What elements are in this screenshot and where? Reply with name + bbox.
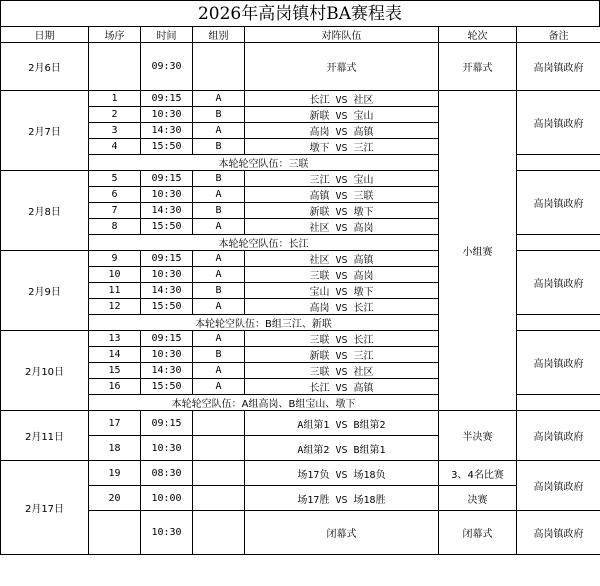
time-cell: 09:15 — [141, 171, 193, 187]
match-no-cell: 17 — [89, 411, 141, 436]
match-no-cell: 2 — [89, 107, 141, 123]
time-cell: 10:00 — [141, 486, 193, 511]
date-cell: 2月8日 — [1, 171, 89, 251]
time-cell: 14:30 — [141, 283, 193, 299]
table-row — [1, 91, 600, 107]
match-no-cell: 10 — [89, 267, 141, 283]
match-no-cell: 7 — [89, 203, 141, 219]
header-group: 组别 — [193, 27, 245, 43]
bye-cell: 本轮轮空队伍：长江 — [89, 235, 439, 251]
match-no-cell: 4 — [89, 139, 141, 155]
header-row — [1, 27, 600, 43]
group-cell: B — [193, 203, 245, 219]
round-cell: 开幕式 — [439, 43, 517, 91]
time-cell: 10:30 — [141, 347, 193, 363]
match-no-cell: 9 — [89, 251, 141, 267]
round-cell: 闭幕式 — [439, 511, 517, 555]
header-matchup: 对阵队伍 — [245, 27, 439, 43]
group-cell: B — [193, 139, 245, 155]
time-cell: 09:30 — [141, 43, 193, 91]
time-cell: 10:30 — [141, 107, 193, 123]
matchup-cell: 长江 VS 高镇 — [245, 379, 439, 395]
matchup-cell: 闭幕式 — [245, 511, 439, 555]
header-date: 日期 — [1, 27, 89, 43]
group-cell — [193, 461, 245, 486]
match-no-cell: 20 — [89, 486, 141, 511]
match-no-cell: 14 — [89, 347, 141, 363]
group-cell: A — [193, 187, 245, 203]
matchup-cell: 开幕式 — [245, 43, 439, 91]
table-row — [1, 43, 600, 91]
bye-cell: 本轮轮空队伍：A组高岗、B组宝山、墩下 — [89, 395, 439, 411]
date-cell: 2月17日 — [1, 461, 89, 555]
time-cell: 08:30 — [141, 461, 193, 486]
group-cell: A — [193, 331, 245, 347]
note-cell — [517, 235, 600, 251]
header-round: 轮次 — [439, 27, 517, 43]
time-cell: 10:30 — [141, 436, 193, 461]
matchup-cell: 新联 VS 宝山 — [245, 107, 439, 123]
round-cell: 3、4名比赛 — [439, 461, 517, 486]
table-row — [1, 411, 600, 436]
table-row — [1, 486, 600, 511]
group-cell: A — [193, 251, 245, 267]
matchup-cell: 三江 VS 宝山 — [245, 171, 439, 187]
bye-cell: 本轮轮空队伍：三联 — [89, 155, 439, 171]
date-cell: 2月9日 — [1, 251, 89, 331]
group-cell — [193, 486, 245, 511]
match-no-cell: 18 — [89, 436, 141, 461]
group-cell: A — [193, 91, 245, 107]
matchup-cell: 宝山 VS 墩下 — [245, 283, 439, 299]
note-cell: 高岗镇政府 — [517, 331, 600, 395]
group-cell: A — [193, 299, 245, 315]
group-cell: A — [193, 363, 245, 379]
note-cell: 高岗镇政府 — [517, 461, 600, 511]
header-match-no: 场序 — [89, 27, 141, 43]
note-cell — [517, 395, 600, 411]
match-no-cell: 5 — [89, 171, 141, 187]
note-cell: 高岗镇政府 — [517, 251, 600, 315]
date-cell: 2月10日 — [1, 331, 89, 411]
match-no-cell: 11 — [89, 283, 141, 299]
group-cell: B — [193, 283, 245, 299]
note-cell: 高岗镇政府 — [517, 511, 600, 555]
table-row — [1, 461, 600, 486]
round-cell: 决赛 — [439, 486, 517, 511]
matchup-cell: 三联 VS 社区 — [245, 363, 439, 379]
match-no-cell: 13 — [89, 331, 141, 347]
match-no-cell — [89, 43, 141, 91]
group-cell: B — [193, 347, 245, 363]
table-row — [1, 511, 600, 555]
time-cell: 09:15 — [141, 411, 193, 436]
matchup-cell: 场17负 VS 场18负 — [245, 461, 439, 486]
round-cell: 半决赛 — [439, 411, 517, 461]
time-cell: 10:30 — [141, 267, 193, 283]
bye-cell: 本轮轮空队伍：B组三江、新联 — [89, 315, 439, 331]
matchup-cell: 三联 VS 高岗 — [245, 267, 439, 283]
match-no-cell: 3 — [89, 123, 141, 139]
group-cell — [193, 511, 245, 555]
note-cell: 高岗镇政府 — [517, 91, 600, 155]
note-cell: 高岗镇政府 — [517, 171, 600, 235]
match-no-cell — [89, 511, 141, 555]
matchup-cell: 三联 VS 长江 — [245, 331, 439, 347]
matchup-cell: A组第2 VS B组第1 — [245, 436, 439, 461]
matchup-cell: 高岗 VS 高镇 — [245, 123, 439, 139]
time-cell: 14:30 — [141, 363, 193, 379]
group-cell: A — [193, 219, 245, 235]
group-cell: B — [193, 107, 245, 123]
time-cell: 15:50 — [141, 299, 193, 315]
time-cell: 14:30 — [141, 123, 193, 139]
group-cell: B — [193, 171, 245, 187]
date-cell: 2月6日 — [1, 43, 89, 91]
time-cell: 09:15 — [141, 91, 193, 107]
schedule-table — [0, 26, 600, 555]
matchup-cell: 长江 VS 社区 — [245, 91, 439, 107]
page-title: 2026年高岗镇村BA赛程表 — [0, 0, 600, 27]
header-note: 备注 — [517, 27, 600, 43]
match-no-cell: 6 — [89, 187, 141, 203]
time-cell: 15:50 — [141, 379, 193, 395]
note-cell — [517, 315, 600, 331]
group-cell — [193, 43, 245, 91]
matchup-cell: 高镇 VS 三联 — [245, 187, 439, 203]
round-cell: 小组赛 — [439, 91, 517, 411]
matchup-cell: 社区 VS 高岗 — [245, 219, 439, 235]
matchup-cell: 新联 VS 墩下 — [245, 203, 439, 219]
matchup-cell: 场17胜 VS 场18胜 — [245, 486, 439, 511]
time-cell: 15:50 — [141, 139, 193, 155]
match-no-cell: 16 — [89, 379, 141, 395]
time-cell: 09:15 — [141, 251, 193, 267]
match-no-cell: 12 — [89, 299, 141, 315]
match-no-cell: 15 — [89, 363, 141, 379]
match-no-cell: 1 — [89, 91, 141, 107]
note-cell: 高岗镇政府 — [517, 43, 600, 91]
match-no-cell: 19 — [89, 461, 141, 486]
time-cell: 10:30 — [141, 511, 193, 555]
matchup-cell: 高岗 VS 长江 — [245, 299, 439, 315]
group-cell — [193, 436, 245, 461]
date-cell: 2月11日 — [1, 411, 89, 461]
header-time: 时间 — [141, 27, 193, 43]
note-cell: 高岗镇政府 — [517, 411, 600, 461]
group-cell: A — [193, 123, 245, 139]
matchup-cell: 墩下 VS 三江 — [245, 139, 439, 155]
matchup-cell: A组第1 VS B组第2 — [245, 411, 439, 436]
match-no-cell: 8 — [89, 219, 141, 235]
time-cell: 14:30 — [141, 203, 193, 219]
date-cell: 2月7日 — [1, 91, 89, 171]
time-cell: 09:15 — [141, 331, 193, 347]
time-cell: 15:50 — [141, 219, 193, 235]
group-cell: A — [193, 267, 245, 283]
matchup-cell: 新联 VS 三江 — [245, 347, 439, 363]
time-cell: 10:30 — [141, 187, 193, 203]
group-cell — [193, 411, 245, 436]
group-cell: A — [193, 379, 245, 395]
note-cell — [517, 155, 600, 171]
matchup-cell: 社区 VS 高镇 — [245, 251, 439, 267]
